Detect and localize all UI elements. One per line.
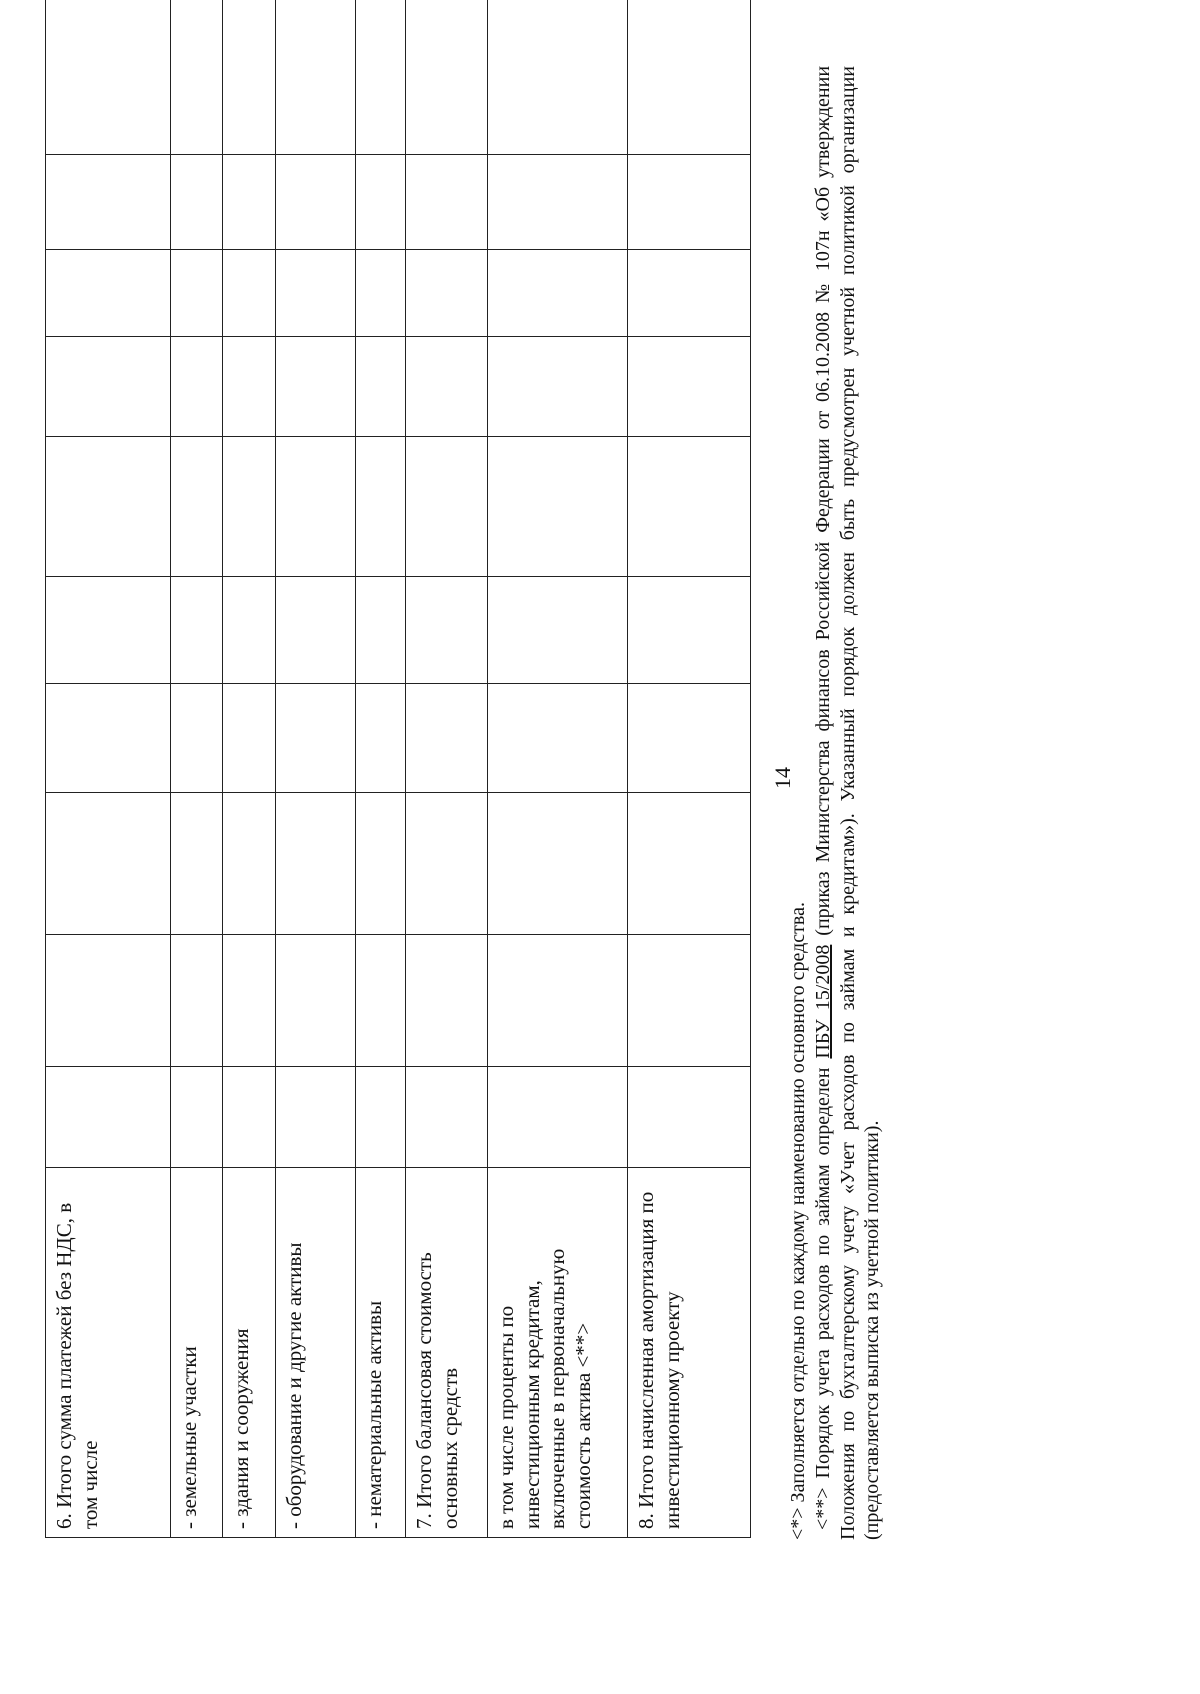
table-cell (356, 250, 406, 337)
table-cell (356, 155, 406, 250)
table-cell (356, 437, 406, 577)
row-label: 7. Итого балансовая стоимость основных средств (406, 1168, 488, 1538)
table-cell (488, 337, 628, 437)
table-cell (46, 337, 171, 437)
table-row (406, 0, 488, 1538)
table-cell (276, 684, 356, 793)
table-cell (276, 250, 356, 337)
table-cell (406, 1067, 488, 1168)
table-cell (488, 577, 628, 684)
table-cell (488, 250, 628, 337)
table-cell (276, 577, 356, 684)
table-cell (46, 1067, 171, 1168)
table-cell (46, 250, 171, 337)
table-cell (628, 437, 751, 577)
table-cell (171, 155, 223, 250)
table-cell (171, 1067, 223, 1168)
table-row (628, 0, 751, 1538)
table-cell (276, 155, 356, 250)
table-cell (223, 577, 276, 684)
table-cell (171, 793, 223, 935)
footnote-2-text-start: <**> Порядок учета расходов по займам определен (811, 1067, 834, 1530)
row-label: 6. Итого сумма платежей без НДС, в том числе (46, 1168, 171, 1538)
table-cell (223, 0, 276, 155)
table-cell (356, 1067, 406, 1168)
table-cell (628, 0, 751, 155)
footnotes (786, 66, 885, 1540)
table-cell (223, 337, 276, 437)
table-cell (628, 1067, 751, 1168)
table-cell (356, 337, 406, 437)
table-cell (276, 935, 356, 1067)
table-cell (628, 793, 751, 935)
table-cell (46, 577, 171, 684)
table-cell (223, 684, 276, 793)
table-cell (628, 155, 751, 250)
table-cell (276, 0, 356, 155)
table-cell (628, 935, 751, 1067)
table-cell (356, 935, 406, 1067)
table-row (46, 0, 171, 1538)
table-cell (171, 250, 223, 337)
footnote-1: <*> Заполняется отдельно по каждому наименованию основного средства. (787, 902, 809, 1540)
table-cell (488, 1067, 628, 1168)
table-cell (46, 793, 171, 935)
table-row (356, 0, 406, 1538)
table-cell (628, 337, 751, 437)
table-cell (488, 935, 628, 1067)
investment-table (45, 0, 751, 1538)
table-cell (46, 0, 171, 155)
row-label: - оборудование и другие активы (276, 1168, 356, 1538)
table-cell (223, 250, 276, 337)
table-cell (46, 935, 171, 1067)
table-cell (406, 793, 488, 935)
table-cell (406, 577, 488, 684)
table-cell (406, 684, 488, 793)
table-cell (488, 793, 628, 935)
table-cell (46, 684, 171, 793)
row-label: - нематериальные активы (356, 1168, 406, 1538)
table-cell (356, 793, 406, 935)
table-cell (406, 935, 488, 1067)
table-cell (628, 684, 751, 793)
row-label: - здания и сооружения (223, 1168, 276, 1538)
table-cell (46, 155, 171, 250)
row-label: 8. Итого начисленная амортизация по инвестиционному проекту (628, 1168, 751, 1538)
table-cell (171, 437, 223, 577)
row-label: - земельные участки (171, 1168, 223, 1538)
table-cell (171, 684, 223, 793)
table-cell (276, 337, 356, 437)
table-cell (223, 1067, 276, 1168)
table-row (276, 0, 356, 1538)
table-cell (171, 0, 223, 155)
footnote-2 (811, 66, 885, 1540)
table-cell (628, 577, 751, 684)
table-cell (223, 793, 276, 935)
table-cell (223, 155, 276, 250)
table-row (223, 0, 276, 1538)
table-cell (46, 437, 171, 577)
table-cell (171, 935, 223, 1067)
page-number: 14 (770, 767, 795, 789)
table-row (171, 0, 223, 1538)
table-cell (171, 337, 223, 437)
table-cell (628, 250, 751, 337)
pbu-15-2008-link[interactable]: ПБУ 15/2008 (811, 944, 834, 1059)
table-cell (223, 437, 276, 577)
table-row (488, 0, 628, 1538)
table-cell (488, 437, 628, 577)
table-cell (488, 155, 628, 250)
table-cell (223, 935, 276, 1067)
table-cell (356, 0, 406, 155)
table-cell (406, 155, 488, 250)
table-cell (356, 577, 406, 684)
row-label: в том числе проценты по инвестиционным кредитам, включенные в первоначальную стоимость актива <**> (488, 1168, 628, 1538)
table-cell (171, 577, 223, 684)
table-cell (406, 337, 488, 437)
footnote-2-text-end: (приказ Министерства финансов Российской Федерации от 06.10.2008 № 107н «Об утверждении Положения по бухгалтерскому учету «Учет расходов по займам и кредитам»). Указанный порядок должен быть предусмотрен учетной политикой организации (предоставляется выписка из учетной политики). (811, 65, 884, 1540)
table-cell (276, 793, 356, 935)
table-cell (406, 437, 488, 577)
table-cell (276, 1067, 356, 1168)
table-cell (406, 0, 488, 155)
table-cell (406, 250, 488, 337)
table-cell (488, 684, 628, 793)
table-cell (488, 0, 628, 155)
table-cell (356, 684, 406, 793)
table-cell (276, 437, 356, 577)
